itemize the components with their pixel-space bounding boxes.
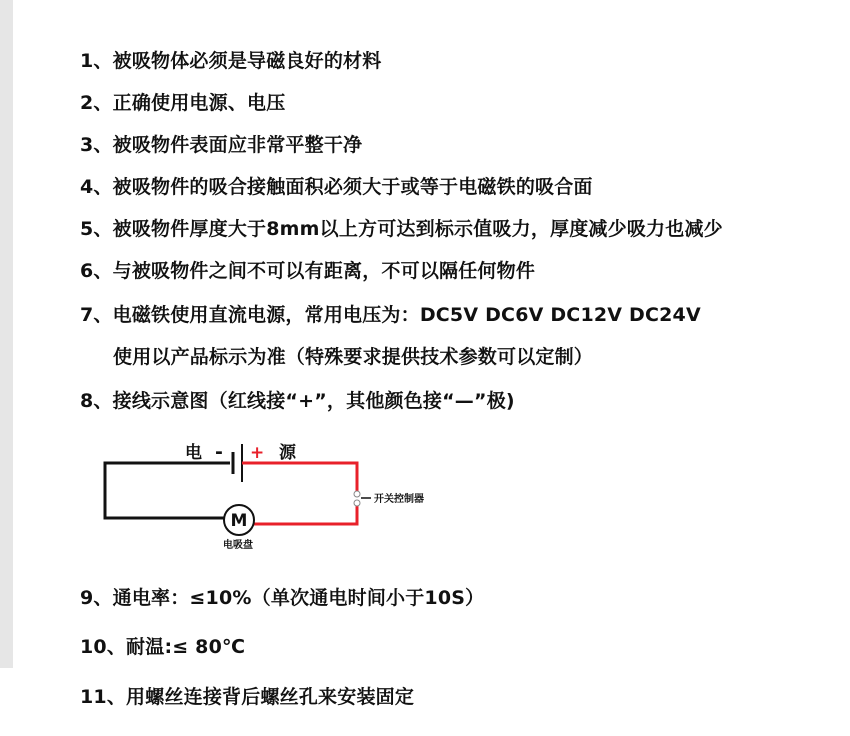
- item-1: 1、被吸物体必须是导磁良好的材料: [80, 50, 382, 72]
- minus-sign: -: [215, 441, 223, 463]
- negative-wire: [105, 463, 230, 518]
- positive-wire: [242, 463, 357, 524]
- power-label-left: 电: [185, 443, 202, 463]
- item-9: 9、通电率：≤10%（单次通电时间小于10S）: [80, 587, 485, 609]
- left-margin-bar: [0, 0, 13, 668]
- switch-label: 开关控制器: [374, 494, 424, 505]
- item-8: 8、接线示意图（红线接“+”，其他颜色接“—”极): [80, 390, 515, 412]
- electromagnet-label: 电吸盘: [223, 540, 253, 551]
- item-6: 6、与被吸物件之间不可以有距离，不可以隔任何物件: [80, 260, 536, 282]
- item-5: 5、被吸物件厚度大于8mm以上方可达到标示值吸力，厚度减少吸力也减少: [80, 218, 723, 240]
- motor-letter: M: [230, 511, 248, 531]
- power-label-right: 源: [279, 443, 296, 463]
- item-10: 10、耐温:≤ 80℃: [80, 636, 246, 658]
- item-11: 11、用螺丝连接背后螺丝孔来安装固定: [80, 686, 415, 708]
- plus-sign: +: [250, 443, 265, 463]
- item-2: 2、正确使用电源、电压: [80, 92, 286, 114]
- wiring-diagram: [95, 430, 495, 555]
- switch-contact-top: [354, 491, 360, 497]
- switch-contact-bottom: [354, 500, 360, 506]
- item-4: 4、被吸物件的吸合接触面积必须大于或等于电磁铁的吸合面: [80, 176, 593, 198]
- item-3: 3、被吸物件表面应非常平整干净: [80, 134, 363, 156]
- item-7: 7、电磁铁使用直流电源，常用电压为：DC5V DC6V DC12V DC24V: [80, 304, 701, 326]
- item-7-continued: 使用以产品标示为准（特殊要求提供技术参数可以定制）: [113, 346, 594, 368]
